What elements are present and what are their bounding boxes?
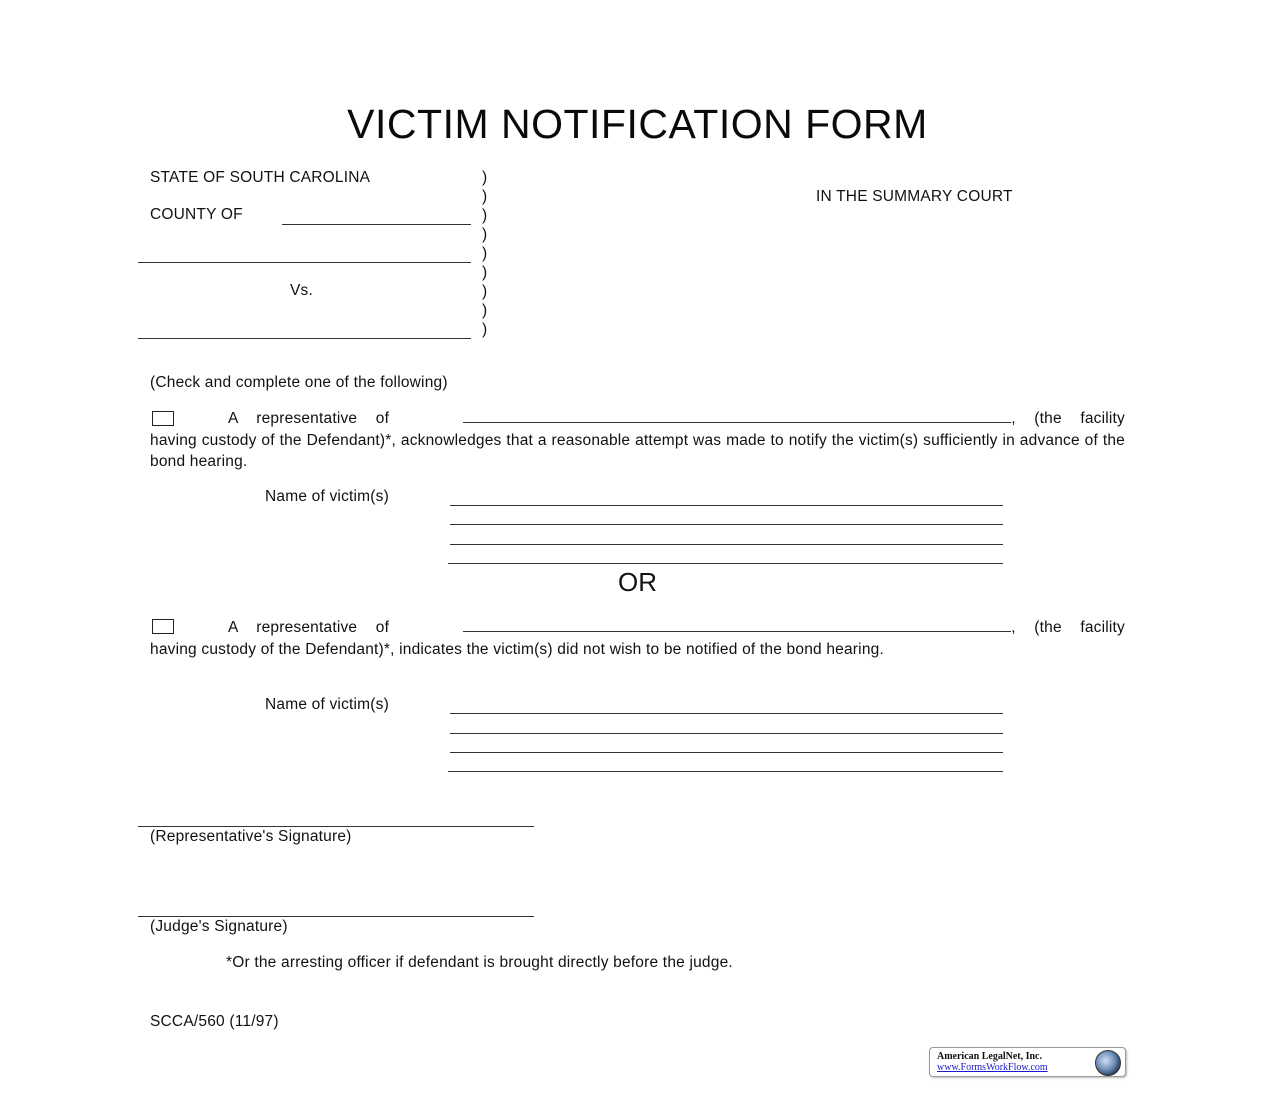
publisher-link[interactable]: www.FormsWorkFlow.com (937, 1062, 1048, 1073)
publisher-name: American LegalNet, Inc. (937, 1051, 1042, 1062)
option2-victim-field-2[interactable] (450, 733, 1003, 734)
option1-trail: , (the facility (1011, 410, 1125, 427)
page-title: VICTIM NOTIFICATION FORM (347, 101, 928, 147)
option2-trail: , (the facility (1011, 619, 1125, 636)
option2-victim-field-3[interactable] (450, 752, 1003, 753)
option1-victims-label: Name of victim(s) (265, 488, 389, 505)
representative-signature-label: (Representative's Signature) (150, 828, 352, 845)
caption-paren: ) (482, 226, 488, 243)
option2-lead: A representative of (228, 619, 390, 636)
option2-paragraph (150, 617, 1125, 660)
option1-victim-field-1[interactable] (450, 505, 1003, 506)
caption-paren: ) (482, 188, 488, 205)
option1-victim-field-2[interactable] (450, 524, 1003, 525)
caption-paren: ) (482, 207, 488, 224)
option1-rest: having custody of the Defendant)*, acknowledges that a reasonable attempt was made to notify the victim(s) sufficiently in advance of the bond hearing. (150, 431, 1125, 470)
option1-facility-field[interactable] (463, 408, 1011, 423)
caption-paren: ) (482, 264, 488, 281)
judge-signature-label: (Judge's Signature) (150, 918, 288, 935)
option1-victim-field-3[interactable] (450, 544, 1003, 545)
option2-rest: having custody of the Defendant)*, indicates the victim(s) did not wish to be notified of the bond hearing. (150, 640, 884, 658)
defendant-field[interactable] (138, 338, 471, 339)
versus-label: Vs. (290, 282, 313, 299)
caption-paren: ) (482, 169, 488, 186)
option2-facility-field[interactable] (463, 617, 1011, 632)
option2-victims-label: Name of victim(s) (265, 696, 389, 713)
state-label: STATE OF SOUTH CAROLINA (150, 169, 371, 186)
instruction-text: (Check and complete one of the following) (150, 374, 448, 391)
county-label: COUNTY OF (150, 206, 243, 223)
county-field[interactable] (282, 224, 471, 225)
option1-victim-field-4[interactable] (448, 563, 1003, 564)
court-label: IN THE SUMMARY COURT (816, 188, 1013, 205)
globe-icon (1095, 1050, 1121, 1076)
caption-paren: ) (482, 245, 488, 262)
caption-paren: ) (482, 321, 488, 338)
option1-paragraph (150, 408, 1125, 473)
caption-paren: ) (482, 283, 488, 300)
option2-victim-field-1[interactable] (450, 713, 1003, 714)
or-separator: OR (618, 567, 657, 597)
footnote: *Or the arresting officer if defendant is brought directly before the judge. (226, 954, 733, 971)
form-number: SCCA/560 (11/97) (150, 1013, 279, 1030)
caption-paren: ) (482, 302, 488, 319)
option2-victim-field-4[interactable] (448, 771, 1003, 772)
plaintiff-field[interactable] (138, 262, 471, 263)
publisher-badge[interactable] (929, 1047, 1126, 1077)
option1-lead: A representative of (228, 410, 390, 427)
